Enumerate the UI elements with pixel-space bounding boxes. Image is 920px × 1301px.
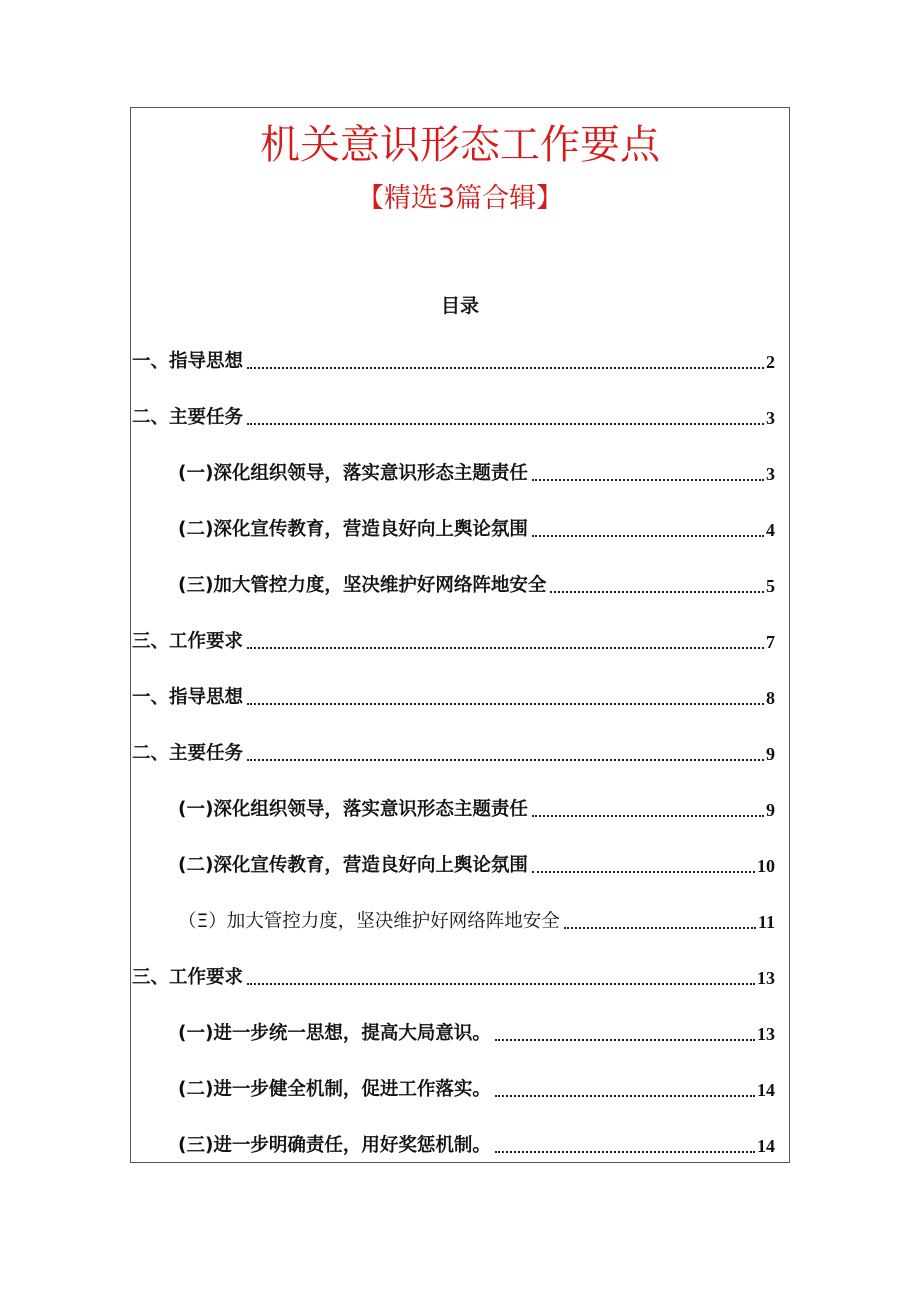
toc-entry[interactable] bbox=[132, 459, 775, 515]
toc-entry-label: 二、主要任务 bbox=[132, 743, 244, 764]
toc-entry-page-number: 7 bbox=[766, 632, 775, 652]
toc-entry[interactable] bbox=[132, 1019, 775, 1075]
toc-entry-page-number: 4 bbox=[766, 520, 775, 540]
toc-entry-label: (二)深化宣传教育，营造良好向上舆论氛围 bbox=[178, 519, 528, 540]
toc-entry-page-number: 3 bbox=[766, 408, 775, 428]
table-of-contents bbox=[132, 347, 775, 1187]
toc-entry[interactable] bbox=[132, 1131, 775, 1187]
toc-entry-label: (一)深化组织领导，落实意识形态主题责任 bbox=[178, 463, 528, 484]
toc-entry[interactable] bbox=[132, 907, 775, 963]
toc-entry-page-number: 13 bbox=[757, 968, 775, 988]
toc-entry-page-number: 14 bbox=[757, 1080, 775, 1100]
toc-entry[interactable] bbox=[132, 403, 775, 459]
toc-entry-label: 三、工作要求 bbox=[132, 967, 244, 988]
toc-entry-page-number: 13 bbox=[757, 1024, 775, 1044]
toc-entry-page-number: 8 bbox=[766, 688, 775, 708]
toc-entry-label: (一)深化组织领导，落实意识形态主题责任 bbox=[178, 799, 528, 820]
toc-entry[interactable] bbox=[132, 739, 775, 795]
toc-dot-leader bbox=[550, 573, 764, 593]
toc-dot-leader bbox=[247, 685, 764, 705]
toc-entry-label: 二、主要任务 bbox=[132, 407, 244, 428]
toc-entry-page-number: 9 bbox=[766, 744, 775, 764]
toc-entry[interactable] bbox=[132, 795, 775, 851]
toc-entry[interactable] bbox=[132, 683, 775, 739]
toc-dot-leader bbox=[532, 461, 764, 481]
toc-dot-leader bbox=[532, 797, 764, 817]
toc-entry[interactable] bbox=[132, 347, 775, 403]
toc-entry-label: (三)加大管控力度，坚决维护好网络阵地安全 bbox=[178, 575, 547, 596]
toc-entry-page-number: 14 bbox=[757, 1136, 775, 1156]
toc-entry-label: (二)进一步健全机制，促进工作落实。 bbox=[178, 1079, 491, 1100]
toc-entry[interactable] bbox=[132, 963, 775, 1019]
toc-entry-page-number: 3 bbox=[766, 464, 775, 484]
toc-dot-leader bbox=[532, 517, 764, 537]
toc-entry-page-number: 2 bbox=[766, 352, 775, 372]
document-subtitle: 【精选3篇合辑】 bbox=[356, 183, 564, 214]
toc-entry-label: 一、指导思想 bbox=[132, 687, 244, 708]
toc-entry[interactable] bbox=[132, 515, 775, 571]
toc-entry-label: (三)进一步明确责任，用好奖惩机制。 bbox=[178, 1135, 491, 1156]
toc-entry-label: (二)深化宣传教育，营造良好向上舆论氛围 bbox=[178, 855, 528, 876]
toc-entry[interactable] bbox=[132, 627, 775, 683]
toc-entry-label: （Ξ）加大管控力度，坚决维护好网络阵地安全 bbox=[178, 911, 560, 932]
toc-dot-leader bbox=[495, 1077, 755, 1097]
toc-heading: 目录 bbox=[440, 295, 479, 317]
toc-dot-leader bbox=[247, 965, 755, 985]
toc-entry-page-number: 10 bbox=[757, 856, 775, 876]
toc-dot-leader bbox=[532, 853, 755, 873]
toc-entry-label: 一、指导思想 bbox=[132, 351, 244, 372]
toc-dot-leader bbox=[495, 1021, 755, 1041]
toc-dot-leader bbox=[247, 629, 764, 649]
toc-entry-page-number: 11 bbox=[757, 912, 775, 932]
toc-dot-leader bbox=[247, 741, 764, 761]
toc-dot-leader bbox=[247, 405, 764, 425]
toc-dot-leader bbox=[564, 909, 756, 929]
toc-entry-label: (一)进一步统一思想，提高大局意识。 bbox=[178, 1023, 491, 1044]
toc-entry[interactable] bbox=[132, 571, 775, 627]
toc-entry-label: 三、工作要求 bbox=[132, 631, 244, 652]
document-title: 机关意识形态工作要点 bbox=[260, 122, 660, 168]
toc-entry[interactable] bbox=[132, 1075, 775, 1131]
toc-entry-page-number: 9 bbox=[766, 800, 775, 820]
toc-dot-leader bbox=[495, 1133, 755, 1153]
toc-entry[interactable] bbox=[132, 851, 775, 907]
toc-dot-leader bbox=[247, 349, 764, 369]
toc-entry-page-number: 5 bbox=[766, 576, 775, 596]
